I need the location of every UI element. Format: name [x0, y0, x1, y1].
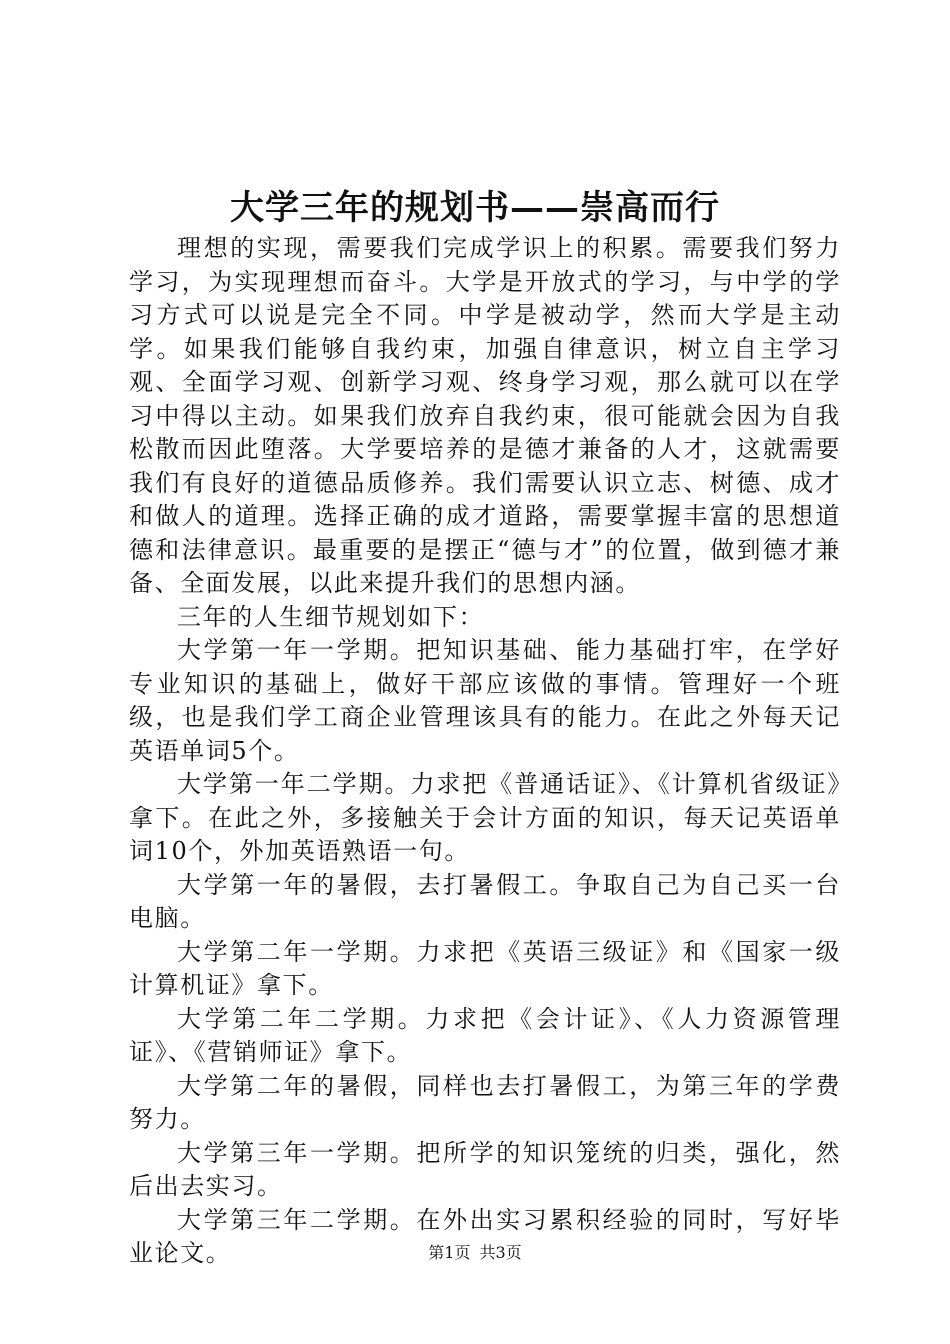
paragraph-year3-term2: 大学第三年二学期。在外出实习累积经验的同时，写好毕业论文。 [129, 1205, 841, 1267]
paragraph-year1-term2: 大学第一年二学期。力求把《普通话证》、《计算机省级证》拿下。在此之外，多接触关于会计方面的知识，每天记英语单词10个，外加英语熟语一句。 [129, 770, 841, 865]
paragraph-year1-term1: 大学第一年一学期。把知识基础、能力基础打牢，在学好专业知识的基础上，做好干部应该做的事情。管理好一个班级，也是我们学工商企业管理该具有的能力。在此之外每天记英语单词5个。 [129, 636, 841, 765]
paragraph-year2-summer: 大学第二年的暑假，同样也去打暑假工，为第三年的学费努力。 [129, 1071, 841, 1133]
paragraph-intro: 理想的实现，需要我们完成学识上的积累。需要我们努力学习，为实现理想而奋斗。大学是开放式的学习，与中学的学习方式可以说是完全不同。中学是被动学，然而大学是主动学。如果我们能够自我约束，加强自律意识，树立自主学习观、全面学习观、创新学习观、终身学习观，那么就可以在学习中得以主动。如果我们放弃自我约束，很可能就会因为自我松散而因此堕落。大学要培养的是德才兼备的人才，这就需要我们有良好的道德品质修养。我们需要认识立志、树德、成才和做人的道理。选择正确的成才道路，需要掌握丰富的思想道德和法律意识。最重要的是摆正“德与才”的位置，做到德才兼备、全面发展，以此来提升我们的思想内涵。 [129, 234, 841, 597]
paragraph-year2-term1: 大学第二年一学期。力求把《英语三级证》和《国家一级计算机证》拿下。 [129, 937, 841, 999]
paragraph-year3-term1: 大学第三年一学期。把所学的知识笼统的归类，强化，然后出去实习。 [129, 1138, 841, 1200]
page-number: 第1页 [428, 1243, 471, 1262]
paragraph-plan-heading: 三年的人生细节规划如下： [177, 602, 485, 631]
document-title: 大学三年的规划书——崇高而行 [230, 188, 720, 228]
document-body [129, 232, 841, 1271]
page-total: 共3页 [479, 1243, 522, 1262]
page-footer [0, 1242, 950, 1264]
paragraph-year2-term2: 大学第二年二学期。力求把《会计证》、《人力资源管理证》、《营销师证》拿下。 [129, 1004, 841, 1066]
paragraph-year1-summer: 大学第一年的暑假，去打暑假工。争取自己为自己买一台电脑。 [129, 870, 841, 932]
